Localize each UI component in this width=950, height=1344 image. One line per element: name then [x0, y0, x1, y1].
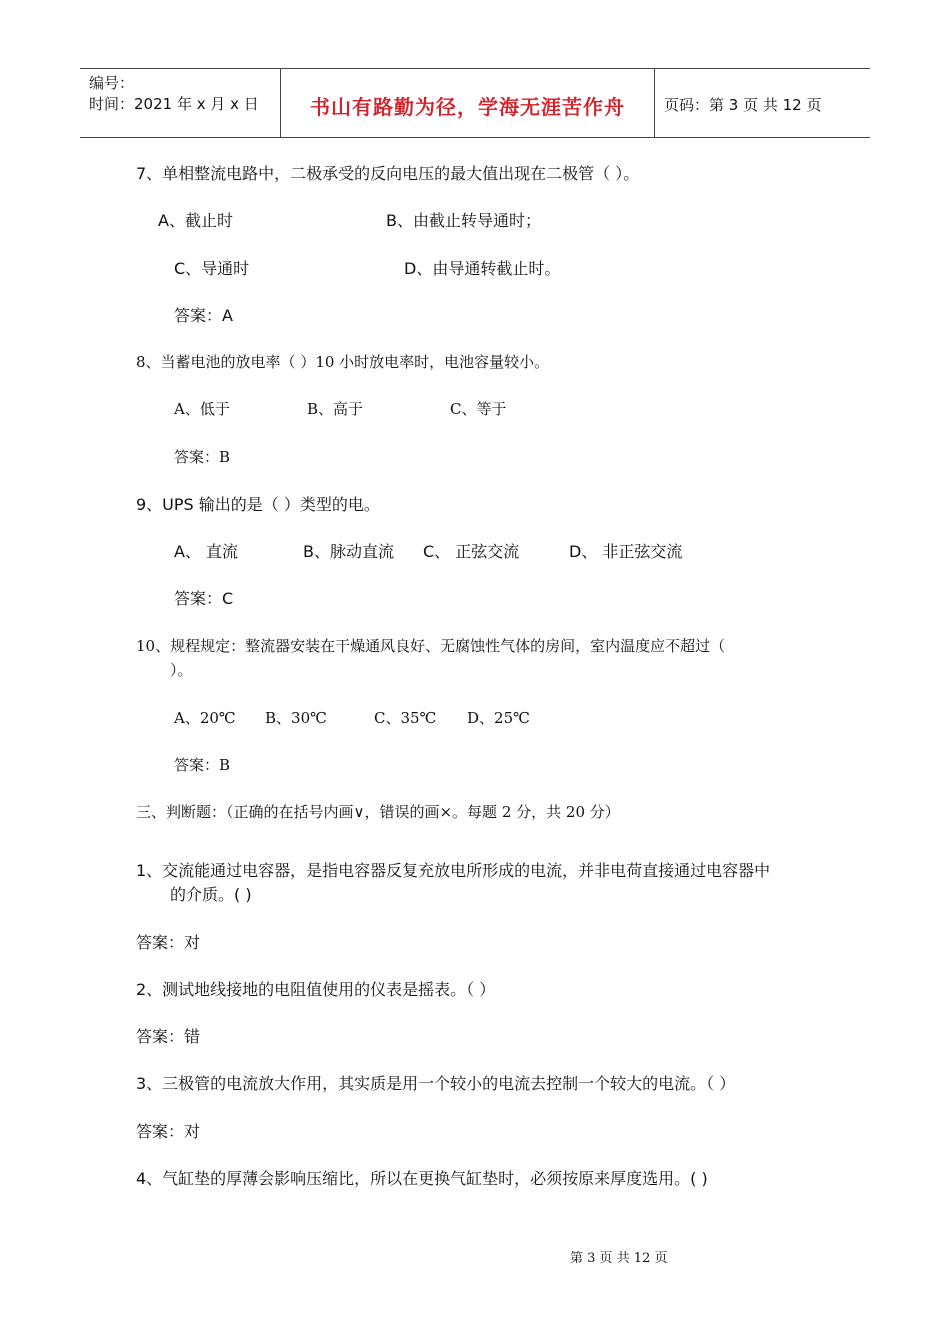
tf-1-stem-line-2: 的介质。( ) — [170, 885, 252, 904]
question-7-option-b: B、由截止转导通时； — [386, 211, 541, 230]
question-9-option-a: A、 直流 — [174, 542, 239, 561]
question-8-option-a: A、低于 — [174, 400, 230, 418]
tf-1-stem-line-1: 1、交流能通过电容器，是指电容器反复充放电所形成的电流，并非电荷直接通过电容器中 — [136, 861, 771, 880]
number-label: 编号： — [89, 74, 135, 92]
question-9-option-d: D、 非正弦交流 — [569, 542, 683, 561]
motto-cell — [280, 69, 655, 137]
question-7-option-c: C、导通时 — [174, 259, 250, 278]
question-7-stem: 7、单相整流电路中，二极承受的反向电压的最大值出现在二极管（ ）。 — [136, 164, 640, 183]
page-info-cell — [654, 69, 870, 137]
question-9-option-b: B、脉动直流 — [303, 542, 394, 561]
header-meta-cell — [80, 69, 280, 137]
tf-4-stem: 4、气缸垫的厚薄会影响压缩比，所以在更换气缸垫时，必须按原来厚度选用。( ) — [136, 1169, 708, 1188]
page-info: 页码：第 3 页 共 12 页 — [664, 96, 822, 114]
question-7-option-d: D、由导通转截止时。 — [404, 259, 561, 278]
question-10-stem-line-2: ）。 — [170, 661, 193, 679]
question-9-option-c: C、 正弦交流 — [423, 542, 520, 561]
question-10-answer: 答案：B — [174, 756, 231, 774]
question-8-option-c: C、等于 — [450, 400, 507, 418]
question-10-option-d: D、25℃ — [467, 709, 530, 727]
question-8-answer: 答案：B — [174, 448, 231, 466]
motto-text: 书山有路勤为径，学海无涯苦作舟 — [310, 95, 625, 119]
section-3-title: 三、判断题：（正确的在括号内画∨，错误的画×。每题 2 分，共 20 分） — [136, 803, 620, 821]
tf-1-answer: 答案：对 — [136, 933, 201, 952]
tf-2-stem: 2、测试地线接地的电阻值使用的仪表是摇表。（ ） — [136, 980, 496, 999]
page-footer: 第 3 页 共 12 页 — [570, 1251, 668, 1266]
question-10-option-a: A、20℃ — [174, 709, 236, 727]
question-7-answer: 答案：A — [174, 306, 233, 325]
tf-2-answer: 答案：错 — [136, 1027, 201, 1046]
time-label: 时间：2021 年 x 月 x 日 — [89, 95, 259, 113]
question-10-option-c: C、35℃ — [374, 709, 437, 727]
tf-3-answer: 答案：对 — [136, 1122, 201, 1141]
question-10-stem-line-1: 10、规程规定：整流器安装在干燥通风良好、无腐蚀性气体的房间，室内温度应不超过（ — [136, 637, 726, 655]
question-8-option-b: B、高于 — [307, 400, 364, 418]
tf-3-stem: 3、三极管的电流放大作用，其实质是用一个较小的电流去控制一个较大的电流。（ ） — [136, 1074, 736, 1093]
page-header — [80, 68, 870, 138]
question-10-option-b: B、30℃ — [265, 709, 327, 727]
question-9-stem: 9、UPS 输出的是（ ）类型的电。 — [136, 495, 380, 514]
question-7-option-a: A、截止时 — [158, 211, 233, 230]
question-9-answer: 答案：C — [174, 589, 234, 608]
question-8-stem: 8、当蓄电池的放电率（ ）10 小时放电率时，电池容量较小。 — [136, 353, 550, 371]
